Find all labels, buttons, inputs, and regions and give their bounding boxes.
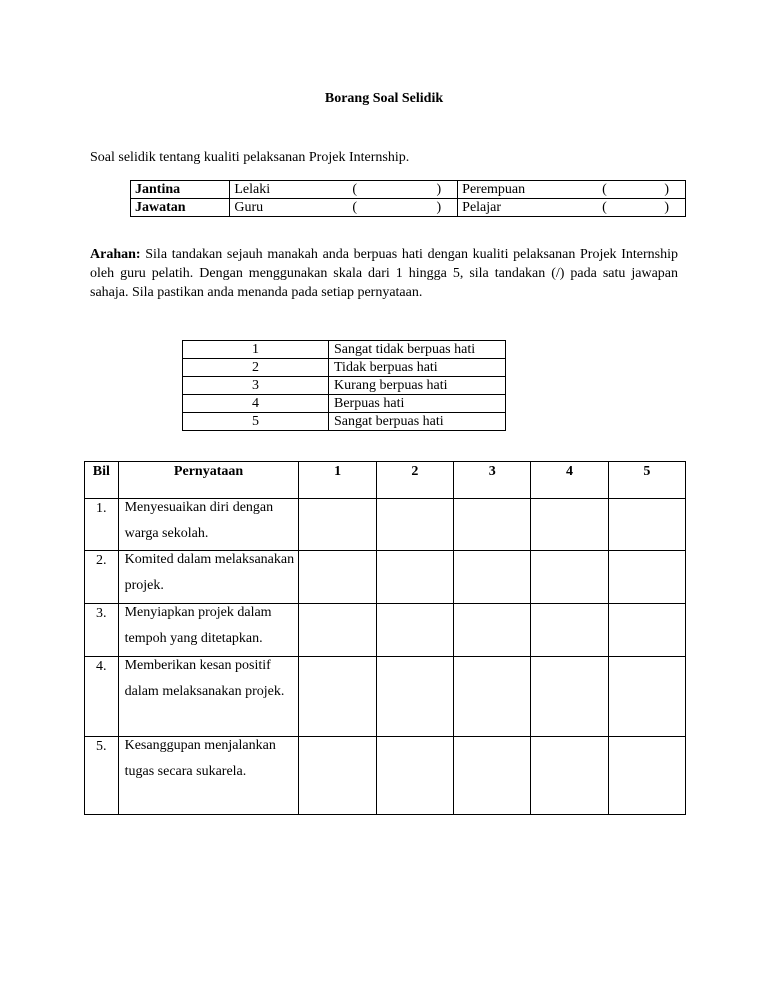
scale-number: 4 [183,395,329,413]
header-scale-2: 2 [376,462,453,499]
statement-row [85,551,686,604]
paren-open: ( [352,200,358,215]
paren-open: ( [352,182,358,197]
statement-row [85,499,686,551]
scale-description: Tidak berpuas hati [329,359,506,377]
header-scale-5: 5 [608,462,685,499]
rating-cell-5[interactable] [608,499,685,551]
scale-legend-table [182,340,506,431]
scale-number: 3 [183,377,329,395]
option-label: Guru [234,200,264,215]
scale-number: 5 [183,413,329,431]
demographic-label: Jantina [131,181,230,199]
rating-cell-4[interactable] [531,604,608,657]
rating-cell-3[interactable] [454,737,531,815]
header-bil: Bil [85,462,119,499]
rating-cell-4[interactable] [531,499,608,551]
scale-row [183,377,506,395]
statements-header-row [85,462,686,499]
demographic-option-cell[interactable] [230,199,458,217]
rating-cell-5[interactable] [608,737,685,815]
rating-cell-5[interactable] [608,604,685,657]
rating-cell-4[interactable] [531,737,608,815]
instructions-paragraph [90,245,678,302]
page-title: Borang Soal Selidik [324,91,444,106]
rating-cell-1[interactable] [299,551,376,604]
header-scale-3: 3 [454,462,531,499]
statement-text [118,499,299,551]
paren-close: ) [436,200,442,215]
scale-number: 2 [183,359,329,377]
demographics-row [131,199,686,217]
rating-cell-1[interactable] [299,604,376,657]
header-pernyataan: Pernyataan [118,462,299,499]
statement-text [118,604,299,657]
statement-row [85,604,686,657]
scale-row [183,359,506,377]
statement-text [118,657,299,737]
paren-open: ( [602,182,607,197]
rating-cell-3[interactable] [454,657,531,737]
demographic-option-cell[interactable] [458,199,686,217]
scale-row [183,395,506,413]
statement-row [85,737,686,815]
rating-cell-2[interactable] [376,657,453,737]
instructions-label: Arahan: [90,247,141,262]
rating-cell-5[interactable] [608,551,685,604]
paren-close: ) [664,182,669,197]
statement-text-content: Menyiapkan projek dalam tempoh yang ditetapkan. [124,605,272,646]
scale-number: 1 [183,341,329,359]
statement-number: 2. [85,551,119,604]
intro-text: Soal selidik tentang kualiti pelaksanan Projek Internship. [90,150,410,165]
statement-text [118,551,299,604]
scale-row [183,341,506,359]
paren-open: ( [602,200,607,215]
statement-row [85,657,686,737]
rating-cell-2[interactable] [376,737,453,815]
scale-description: Sangat berpuas hati [329,413,506,431]
demographic-option-cell[interactable] [230,181,458,199]
statement-text-content: Menyesuaikan diri dengan warga sekolah. [124,500,274,541]
demographics-row [131,181,686,199]
rating-cell-4[interactable] [531,657,608,737]
option-label: Perempuan [462,182,526,197]
option-label: Lelaki [234,182,271,197]
scale-description: Berpuas hati [329,395,506,413]
rating-cell-4[interactable] [531,551,608,604]
statements-table [84,461,686,815]
statement-number: 5. [85,737,119,815]
rating-cell-3[interactable] [454,499,531,551]
header-scale-1: 1 [299,462,376,499]
paren-close: ) [436,182,442,197]
rating-cell-2[interactable] [376,604,453,657]
statement-text [118,737,299,815]
rating-cell-2[interactable] [376,551,453,604]
statement-text-content: Komited dalam melaksanakan projek. [124,552,295,593]
scale-description: Sangat tidak berpuas hati [329,341,506,359]
statement-number: 3. [85,604,119,657]
demographic-label: Jawatan [131,199,230,217]
option-label: Pelajar [462,200,502,215]
scale-description: Kurang berpuas hati [329,377,506,395]
demographic-option-cell[interactable] [458,181,686,199]
rating-cell-1[interactable] [299,737,376,815]
rating-cell-3[interactable] [454,604,531,657]
rating-cell-5[interactable] [608,657,685,737]
instructions-text: Sila tandakan sejauh manakah anda berpuas hati dengan kualiti pelaksanan Projek Internship oleh guru pelatih. Dengan menggunakan skala dari 1 hingga 5, sila tandakan (/) pada satu jawapan sahaja. Sila pastikan anda menanda pada setiap pernyataan. [90,247,679,300]
rating-cell-2[interactable] [376,499,453,551]
rating-cell-1[interactable] [299,657,376,737]
paren-close: ) [664,200,669,215]
rating-cell-1[interactable] [299,499,376,551]
demographics-table [130,180,686,217]
statement-text-content: Memberikan kesan positif dalam melaksanakan projek. [124,658,285,699]
header-scale-4: 4 [531,462,608,499]
statement-number: 1. [85,499,119,551]
statement-text-content: Kesanggupan menjalankan tugas secara sukarela. [124,738,276,779]
rating-cell-3[interactable] [454,551,531,604]
scale-row [183,413,506,431]
statement-number: 4. [85,657,119,737]
